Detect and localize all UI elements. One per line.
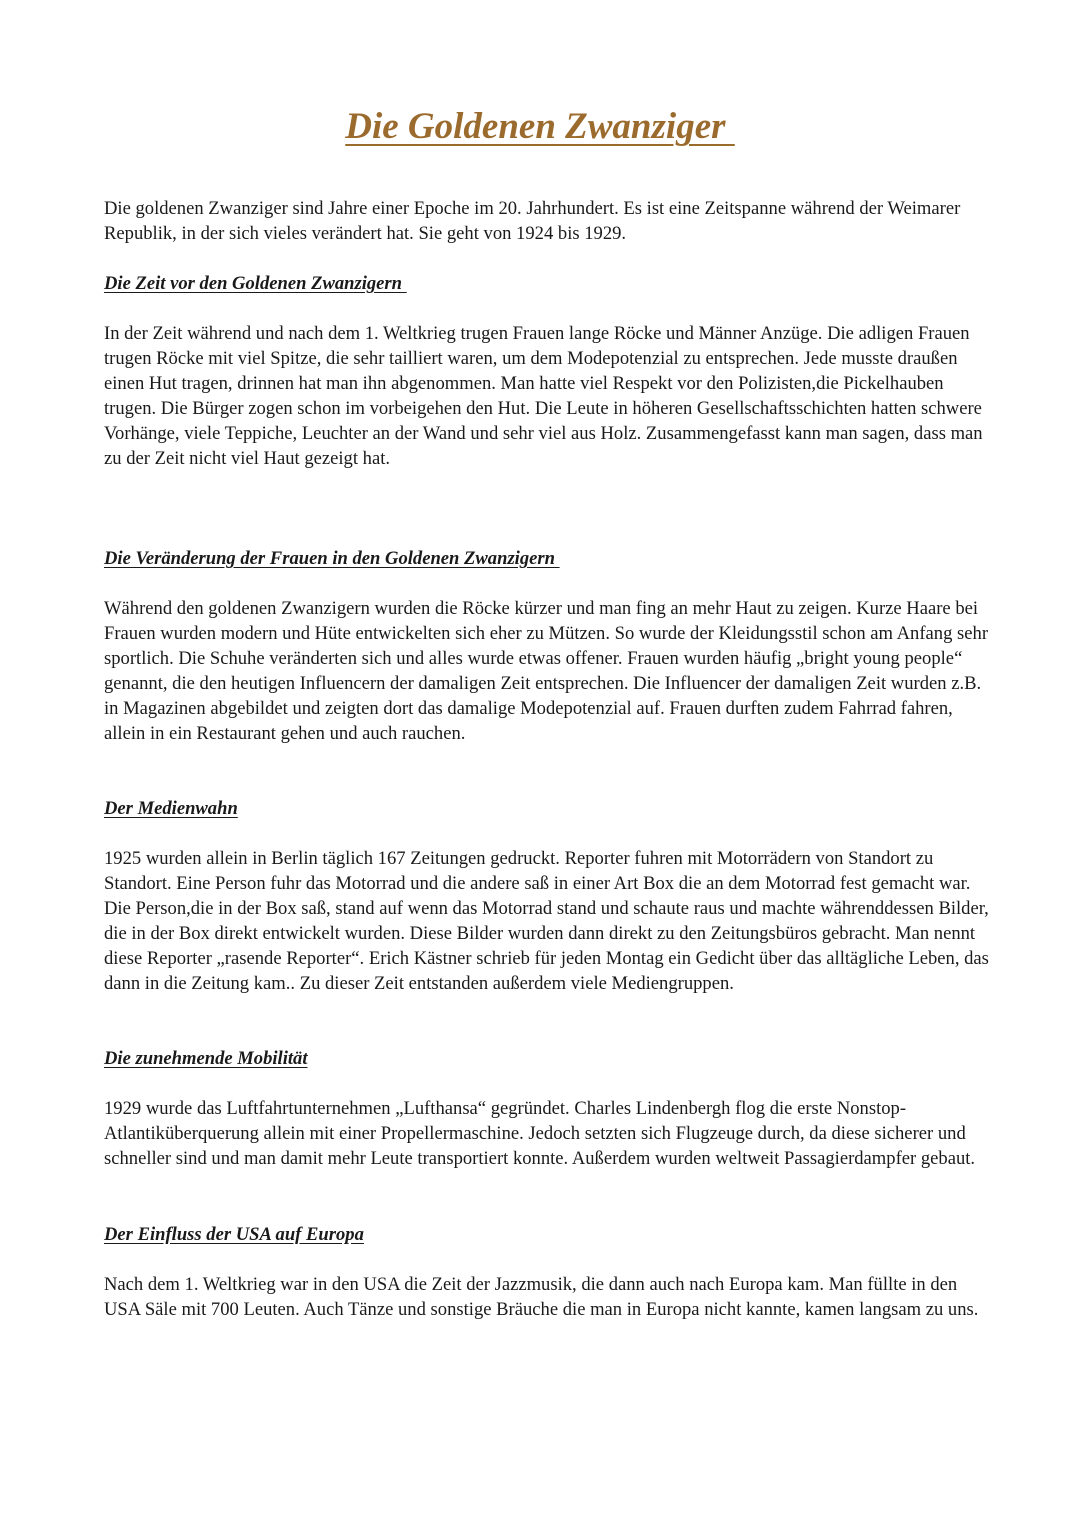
section-body-media (104, 846, 989, 996)
section-heading-women-change: Die Veränderung der Frauen in den Goldenen Zwanzigern (104, 548, 560, 569)
section-text: 1929 wurde das Luftfahrtunternehmen „Lufthansa“ gegründet. Charles Lindenbergh flog die erste Nonstop-Atlantiküberquerung allein mit einer Propellermaschine. Jedoch setzten sich Flugzeuge durch, da diese sicherer und schneller sind und man damit mehr Leute transportiert konnte. Außerdem wurden weltweit Passagierdampfer gebaut. (104, 1098, 976, 1169)
section-body-before-twenties (104, 321, 989, 471)
section-heading-usa-influence: Der Einfluss der USA auf Europa (104, 1224, 364, 1245)
section-heading-before-twenties: Die Zeit vor den Goldenen Zwanzigern (104, 273, 407, 294)
document-title: Die Goldenen Zwanziger (345, 106, 735, 147)
section-text: 1925 wurden allein in Berlin täglich 167 Zeitungen gedruckt. Reporter fuhren mit Motorrädern von Standort zu Standort. Eine Person fuhr das Motorrad und die andere saß in einer Art Box die an dem Motorrad fest gemacht war. Die Person,die in der Box saß, stand auf wenn das Motorrad stand und schaute raus und machte währenddessen Bilder, die in der Box direkt entwickelt wurden. Diese Bilder wurden dann direkt zu den Zeitungsbüros gebracht. Man nennt diese Reporter „rasende Reporter“. Erich Kästner schrieb für jeden Montag ein Gedicht über das alltägliche Leben, das dann in die Zeitung kam.. Zu dieser Zeit entstanden außerdem viele Mediengruppen. (104, 848, 989, 994)
section-body-women-change (104, 596, 989, 746)
section-text: In der Zeit während und nach dem 1. Weltkrieg trugen Frauen lange Röcke und Männer Anzüge. Die adligen Frauen trugen Röcke mit viel Spitze, die sehr tailliert waren, um dem Modepotenzial zu entsprechen. Jede musste draußen einen Hut tragen, drinnen hat man ihn abgenommen. Man hatte viel Respekt vor den Polizisten,die Pickelhauben trugen. Die Bürger zogen schon im vorbeigehen den Hut. Die Leute in höheren Gesellschaftsschichten hatten schwere Vorhänge, viele Teppiche, Leuchter an der Wand und sehr viel aus Holz. Zusammengefasst kann man sagen, dass man zu der Zeit nicht viel Haut gezeigt hat. (104, 323, 983, 469)
section-heading-mobility: Die zunehmende Mobilität (104, 1048, 308, 1069)
intro-paragraph (104, 196, 989, 246)
section-heading-media: Der Medienwahn (104, 798, 238, 819)
intro-text: Die goldenen Zwanziger sind Jahre einer Epoche im 20. Jahrhundert. Es ist eine Zeitspanne während der Weimarer Republik, in der sich vieles verändert hat. Sie geht von 1924 bis 1929. (104, 198, 961, 244)
section-text: Während den goldenen Zwanzigern wurden die Röcke kürzer und man fing an mehr Haut zu zeigen. Kurze Haare bei Frauen wurden modern und Hüte entwickelten sich eher zu Mützen. So wurde der Kleidungsstil schon am Anfang sehr sportlich. Die Schuhe veränderten sich und alles wurde etwas offener. Frauen wurden häufig „bright young people“ genannt, die den heutigen Influencern der damaligen Zeit entsprechen. Die Influencer der damaligen Zeit wurden z.B. in Magazinen abgebildet und zeigten dort das damalige Modepotenzial auf. Frauen durften zudem Fahrrad fahren, allein in ein Restaurant gehen und auch rauchen. (104, 598, 989, 744)
section-body-mobility (104, 1096, 989, 1171)
section-text: Nach dem 1. Weltkrieg war in den USA die Zeit der Jazzmusik, die dann auch nach Europa kam. Man füllte in den USA Säle mit 700 Leuten. Auch Tänze und sonstige Bräuche die man in Europa nicht kannte, kamen langsam zu uns. (104, 1274, 979, 1320)
section-body-usa-influence (104, 1272, 989, 1322)
